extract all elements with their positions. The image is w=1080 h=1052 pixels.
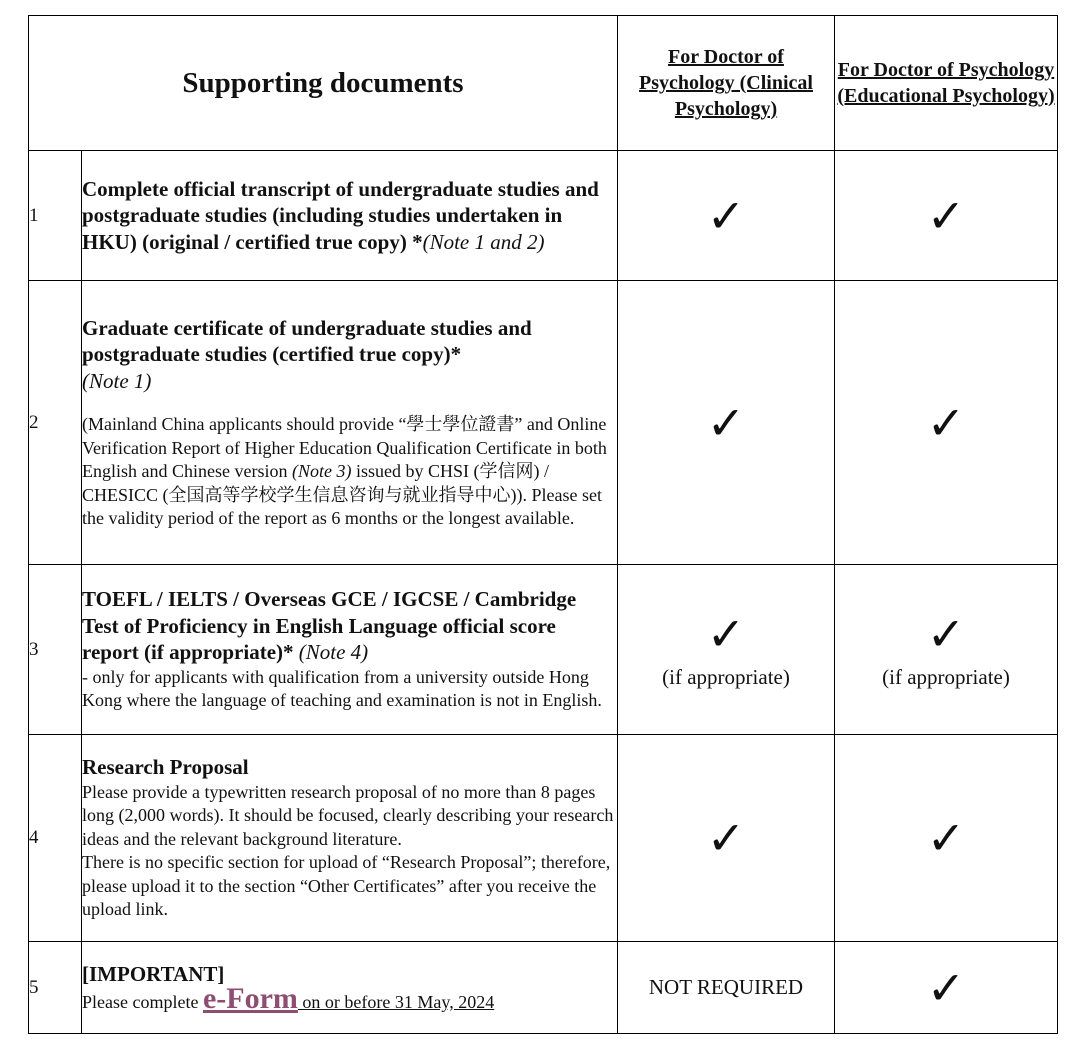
conditional-label: (if appropriate) — [662, 665, 790, 689]
table-row — [29, 281, 1058, 565]
row-title-text: Graduate certificate of undergraduate studies and postgraduate studies (certified true copy)* — [82, 315, 532, 366]
supporting-documents-table — [28, 15, 1058, 1034]
eform-link[interactable]: e-Form — [202, 981, 298, 1015]
column-header-educational: For Doctor of Psychology (Educational Psychology) — [835, 16, 1058, 151]
row-body — [82, 413, 617, 531]
table-row — [29, 735, 1058, 942]
row-number: 2 — [29, 281, 82, 565]
educational-cell — [835, 942, 1058, 1034]
row-title — [82, 176, 617, 256]
conditional-label: (if appropriate) — [882, 665, 1010, 689]
checkmark-icon: ✓ — [706, 395, 746, 450]
table-row — [29, 565, 1058, 735]
checkmark-icon: ✓ — [706, 607, 746, 661]
table-row — [29, 942, 1058, 1034]
checkmark-icon: ✓ — [926, 188, 966, 243]
row-body: There is no specific section for upload of “Research Proposal”; therefore, please upload it to the section “Other Certificates” after you receive the upload link. — [82, 852, 611, 920]
table-row — [29, 151, 1058, 281]
educational-cell — [835, 151, 1058, 281]
educational-cell — [835, 281, 1058, 565]
row-description — [82, 151, 618, 281]
educational-cell — [835, 735, 1058, 942]
row-description — [82, 735, 618, 942]
checkmark-icon: ✓ — [926, 811, 966, 865]
checkmark-icon: ✓ — [706, 188, 746, 243]
important-label: [IMPORTANT] — [82, 961, 225, 986]
row-body — [82, 981, 617, 1015]
row-body-text: issued by CHSI (学信网) / CHESICC (全国高等学校学生信息咨询与就业指导中心)). Please set the validity period of the report as 6 months or the longest available. — [82, 461, 602, 528]
column-header-clinical: For Doctor of Psychology (Clinical Psychology) — [618, 16, 835, 151]
row-body-note: (Note 3) — [291, 461, 352, 481]
row-title — [82, 315, 617, 395]
row-note: (Note 1) — [82, 368, 152, 393]
row-number: 3 — [29, 565, 82, 735]
row-title-text: TOEFL / IELTS / Overseas GCE / IGCSE / Cambridge Test of Proficiency in English Language official score report (if appropriate)* — [82, 587, 577, 665]
table-header-row — [29, 16, 1058, 151]
table-title: Supporting documents — [29, 16, 618, 151]
row-note: (Note 1 and 2) — [422, 229, 545, 254]
checkmark-icon: ✓ — [926, 960, 966, 1015]
row-number: 4 — [29, 735, 82, 942]
not-required-label: NOT REQUIRED — [648, 975, 804, 999]
clinical-cell — [618, 942, 835, 1034]
row-body: - only for applicants with qualification from a university outside Hong Kong where the language of teaching and examination is not in English. — [82, 666, 602, 711]
row-body: Please provide a typewritten research proposal of no more than 8 pages long (2,000 words). It should be focused, clearly describing your research ideas and the relevant background literature. — [82, 781, 614, 849]
row-title — [82, 586, 617, 666]
row-title: Research Proposal — [82, 755, 249, 780]
row-title-text: Complete official transcript of undergraduate studies and postgraduate studies (including studies undertaken in HKU) (original / certified true copy) * — [82, 176, 599, 254]
checkmark-icon: ✓ — [926, 395, 966, 450]
educational-cell — [835, 565, 1058, 735]
row-body-text: (Mainland China applicants should provide “學士學位證書” and Online Verification Report of Higher Education Qualification Certificate in both English and Chinese version — [82, 414, 607, 481]
clinical-cell — [618, 565, 835, 735]
row-description — [82, 281, 618, 565]
clinical-cell — [618, 281, 835, 565]
checkmark-icon: ✓ — [926, 607, 966, 661]
row-description — [82, 565, 618, 735]
row-note: (Note 4) — [298, 640, 369, 665]
deadline-text: on or before 31 May, 2024 — [297, 991, 495, 1012]
row-number: 1 — [29, 151, 82, 281]
row-number: 5 — [29, 942, 82, 1034]
clinical-cell — [618, 151, 835, 281]
row-body-text: Please complete — [82, 991, 203, 1012]
row-description — [82, 942, 618, 1034]
checkmark-icon: ✓ — [706, 811, 746, 865]
clinical-cell — [618, 735, 835, 942]
